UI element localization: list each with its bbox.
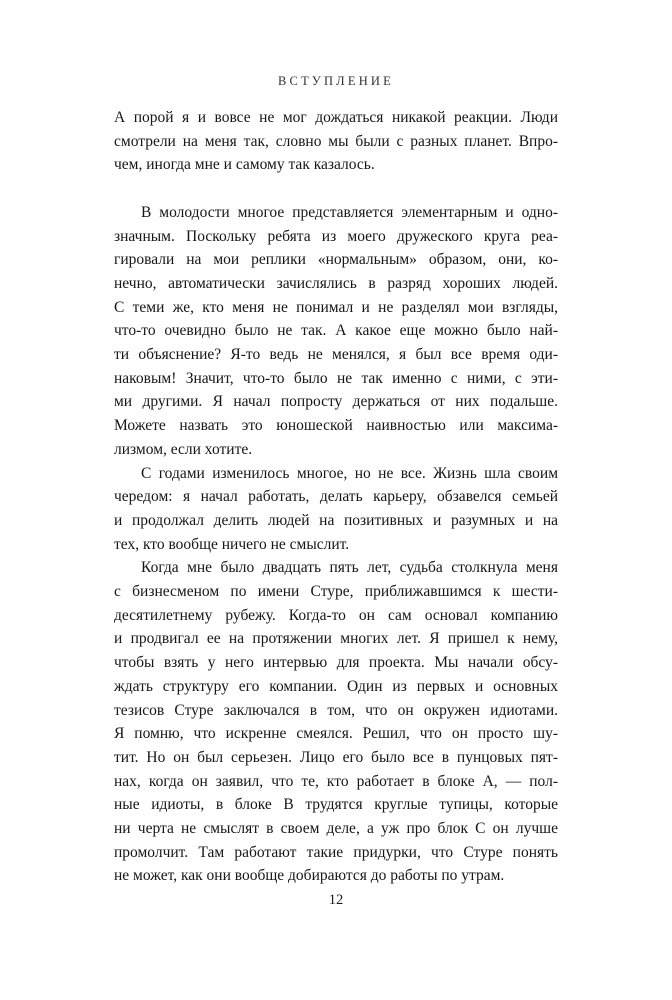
text-line: нах, когда он заявил, что те, кто работает в блоке А, — пол- (114, 772, 558, 790)
text-line: С теми же, кто меня не понимал и не разделял мои взгляды, (114, 298, 558, 316)
text-line: наковым! Значит, что-то было не так именно с ними, с эти- (114, 369, 558, 387)
chapter-header: ВСТУПЛЕНИЕ (278, 74, 394, 88)
text-line: гировали на мои реплики «нормальным» образом, они, ко- (114, 251, 558, 269)
text-line: и продвигал ее на протяжении многих лет. Я пришел к нему, (114, 630, 558, 648)
paragraph (114, 106, 558, 177)
text-line: С годами изменилось многое, но не все. Жизнь шла своим (141, 464, 558, 482)
text-line: тех, кто вообще ничего не смыслит. (114, 535, 350, 553)
text-line: тит. Но он был серьезен. Лицо его было все в пунцовых пят- (114, 748, 558, 766)
text-line: чем, иногда мне и самому так казалось. (114, 156, 375, 174)
text-line: ни черта не смыслят в своем деле, а уж про блок С он лучше (114, 820, 558, 838)
text-line: Можете назвать это юношеской наивностью или максима- (114, 417, 558, 435)
text-line: Когда мне было двадцать пять лет, судьба столкнула меня (141, 559, 558, 577)
text-line: чтобы взять у него интервью для проекта. Мы начали обсу- (114, 654, 558, 672)
text-line: нечно, автоматически зачислялись в разряд хороших людей. (114, 274, 558, 292)
paragraph (114, 556, 558, 888)
text-line: лизмом, если хотите. (114, 440, 253, 458)
text-line: тезисов Стуре заключался в том, что он окружен идиотами. (114, 701, 558, 719)
paragraph (114, 201, 558, 462)
text-line: Я помню, что искренне смеялся. Решил, что он просто шу- (114, 725, 558, 743)
text-line: значным. Поскольку ребята из моего дружеского круга реа- (114, 227, 558, 245)
paragraph (114, 462, 558, 557)
page-number: 12 (328, 892, 344, 908)
text-line: что-то очевидно было не так. А какое еще можно было най- (114, 322, 558, 340)
text-line: десятилетнему рубежу. Когда-то он сам основал компанию (114, 606, 558, 624)
text-line: ждать структуру его компании. Один из первых и основных (114, 677, 558, 695)
text-line: А порой я и вовсе не мог дождаться никакой реакции. Люди (114, 109, 558, 126)
text-line: чередом: я начал работать, делать карьеру, обзавелся семьей (114, 488, 558, 506)
text-line: ми другими. Я начал попросту держаться от них подальше. (114, 393, 558, 411)
text-line: ные идиоты, в блоке В трудятся круглые тупицы, которые (114, 796, 558, 814)
text-line: промолчит. Там работают такие придурки, что Стуре понять (114, 843, 558, 861)
text-line: ти объяснение? Я-то ведь не менялся, я был все время оди- (114, 346, 558, 364)
page-body (114, 106, 558, 888)
text-line: смотрели на меня так, словно мы были с разных планет. Впро- (114, 132, 558, 150)
text-line: В молодости многое представляется элементарным и одно- (141, 203, 558, 221)
text-line: не может, как они вообще добираются до работы по утрам. (114, 867, 505, 885)
text-line: и продолжал делить людей на позитивных и разумных и на (114, 511, 558, 529)
text-line: с бизнесменом по имени Стуре, приближавшимся к шести- (114, 583, 558, 601)
